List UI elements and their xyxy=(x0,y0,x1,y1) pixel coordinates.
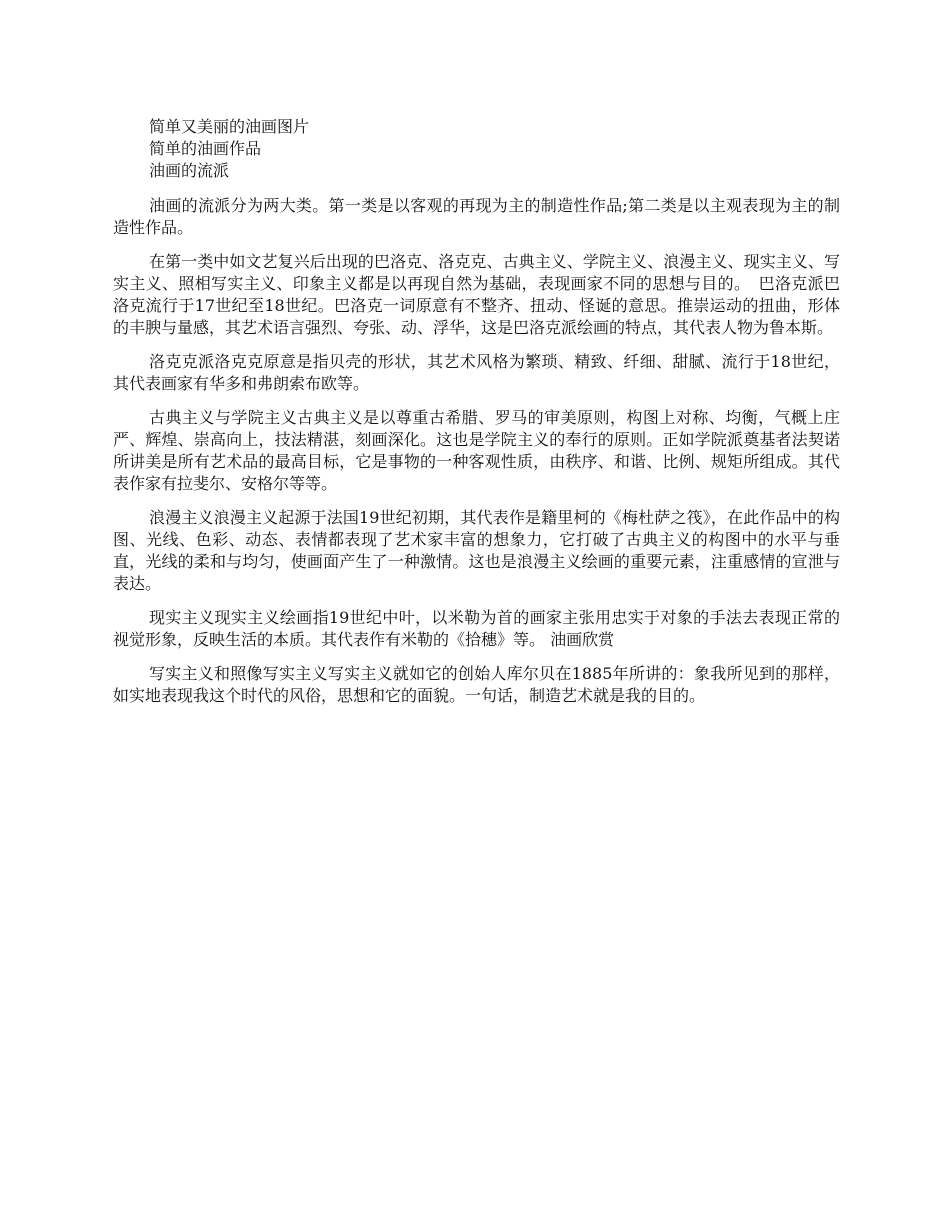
paragraph: 现实主义现实主义绘画指19世纪中叶，以米勒为首的画家主张用忠实于对象的手法去表现正常的视觉形象，反映生活的本质。其代表作有米勒的《拾穗》等。 油画欣赏 xyxy=(113,608,840,649)
heading-line: 简单又美丽的油画图片 xyxy=(149,117,310,136)
paragraph: 在第一类中如文艺复兴后出现的巴洛克、洛克克、古典主义、学院主义、浪漫主义、现实主义、写实主义、照相写实主义、印象主义都是以再现自然为基础，表现画家不同的思想与目的。 巴洛克派巴洛克流行于17世纪至18世纪。巴洛克一词原意有不整齐、扭动、怪诞的意思。推崇运动的扭曲，形体的丰腴与量感，其艺术语言强烈、夸张、动、浮华，这是巴洛克派绘画的特点，其代表人物为鲁本斯。 xyxy=(113,252,840,337)
document-body xyxy=(113,116,840,707)
paragraph: 洛克克派洛克克原意是指贝壳的形状，其艺术风格为繁琐、精致、纤细、甜腻、流行于18世纪，其代表画家有华多和弗朗索布欧等。 xyxy=(113,352,840,393)
paragraph: 古典主义与学院主义古典主义是以尊重古希腊、罗马的审美原则，构图上对称、均衡，气概上庄严、辉煌、崇高向上，技法精湛，刻画深化。这也是学院主义的奉行的原则。正如学院派奠基者法契诺所讲美是所有艺术品的最高目标，它是事物的一种客观性质，由秩序、和谐、比例、规矩所组成。其代表作家有拉斐尔、安格尔等等。 xyxy=(113,408,840,493)
paragraph: 浪漫主义浪漫主义起源于法国19世纪初期，其代表作是籍里柯的《梅杜萨之筏》，在此作品中的构图、光线、色彩、动态、表情都表现了艺术家丰富的想象力，它打破了古典主义的构图中的水平与垂直，光线的柔和与均匀，使画面产生了一种激情。这也是浪漫主义绘画的重要元素，注重感情的宣泄与表达。 xyxy=(113,508,840,593)
heading-line: 油画的流派 xyxy=(149,161,230,180)
paragraph: 写实主义和照像写实主义写实主义就如它的创始人库尔贝在1885年所讲的：象我所见到的那样，如实地表现我这个时代的风俗，思想和它的面貌。一句话，制造艺术就是我的目的。 xyxy=(113,664,840,705)
paragraph: 油画的流派分为两大类。第一类是以客观的再现为主的制造性作品;第二类是以主观表现为主的制造性作品。 xyxy=(113,196,840,237)
heading-line: 简单的油画作品 xyxy=(149,139,262,158)
